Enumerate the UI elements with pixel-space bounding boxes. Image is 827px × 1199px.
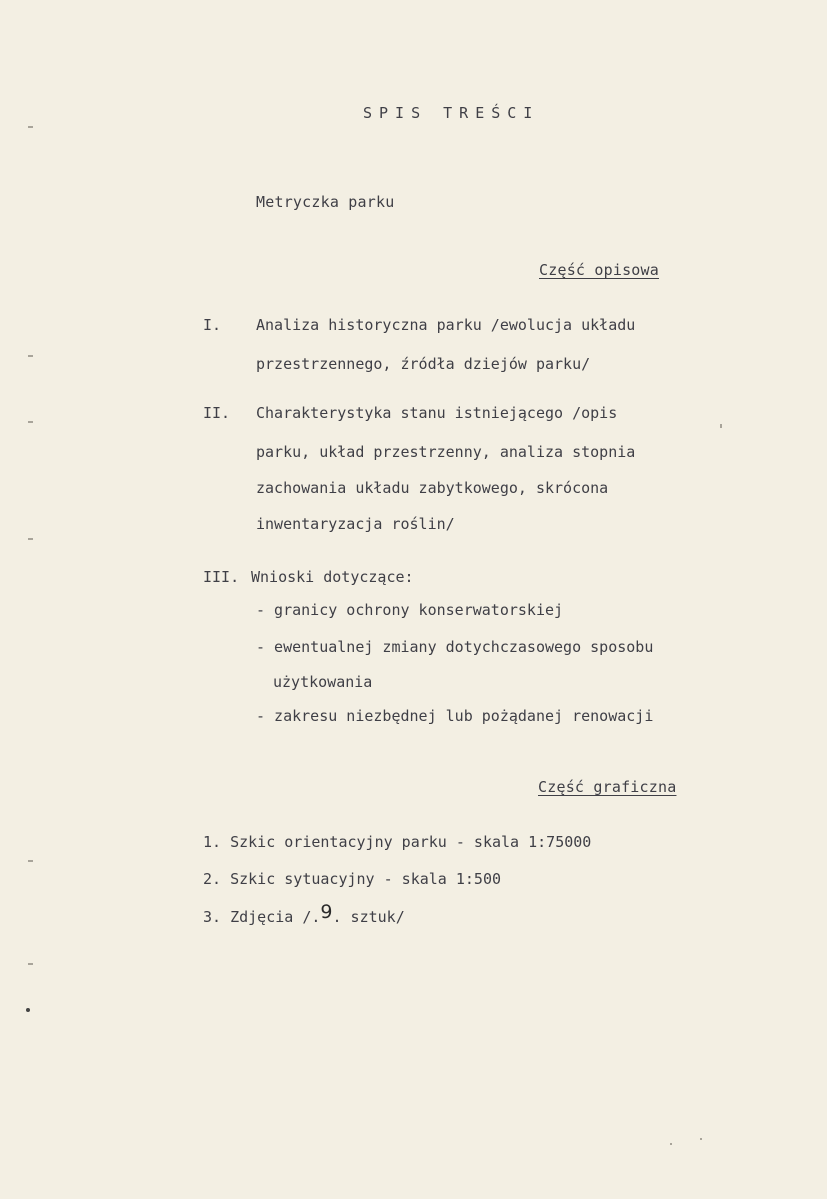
metryczka-heading: Metryczka parku bbox=[256, 193, 395, 211]
item-2-line-4: inwentaryzacja roślin/ bbox=[256, 515, 455, 533]
graphic-section-heading: Część graficzna bbox=[538, 778, 677, 796]
graphic-item-2: 2. Szkic sytuacyjny - skala 1:500 bbox=[203, 870, 502, 888]
margin-mark bbox=[28, 860, 33, 862]
margin-mark bbox=[28, 355, 33, 357]
scan-speck bbox=[720, 424, 722, 428]
item-3-sub-2: - ewentualnej zmiany dotychczasowego sposobu bbox=[256, 638, 654, 656]
margin-mark bbox=[28, 421, 33, 423]
photos-suffix: . sztuk/ bbox=[332, 908, 405, 926]
margin-dot bbox=[26, 1008, 30, 1012]
descriptive-section-heading: Część opisowa bbox=[539, 261, 659, 279]
item-3-sub-3: - zakresu niezbędnej lub pożądanej renowacji bbox=[256, 707, 654, 725]
margin-mark bbox=[28, 963, 33, 965]
item-1-line-2: przestrzennego, źródła dziejów parku/ bbox=[256, 355, 591, 373]
item-3-sub-2-cont: użytkowania bbox=[273, 673, 373, 691]
item-1-line-1: Analiza historyczna parku /ewolucja układu bbox=[256, 316, 636, 334]
item-number-3: III. bbox=[203, 568, 240, 586]
photos-count-handwritten: 9 bbox=[320, 901, 333, 923]
margin-mark bbox=[28, 538, 33, 540]
item-2-line-1: Charakterystyka stanu istniejącego /opis bbox=[256, 404, 618, 422]
item-2-line-3: zachowania układu zabytkowego, skrócona bbox=[256, 479, 609, 497]
item-number-1: I. bbox=[203, 316, 222, 334]
item-3-intro: Wnioski dotyczące: bbox=[251, 568, 414, 586]
item-2-line-2: parku, układ przestrzenny, analiza stopnia bbox=[256, 443, 636, 461]
item-3-sub-1: - granicy ochrony konserwatorskiej bbox=[256, 601, 564, 619]
scan-speck bbox=[700, 1138, 702, 1140]
page-title: SPIS TREŚCI bbox=[363, 104, 540, 122]
photos-prefix: 3. Zdjęcia /. bbox=[203, 908, 321, 926]
graphic-item-3 bbox=[203, 901, 405, 927]
graphic-item-1: 1. Szkic orientacyjny parku - skala 1:75000 bbox=[203, 833, 592, 851]
margin-mark bbox=[28, 126, 33, 128]
item-number-2: II. bbox=[203, 404, 231, 422]
scan-speck bbox=[670, 1143, 672, 1145]
